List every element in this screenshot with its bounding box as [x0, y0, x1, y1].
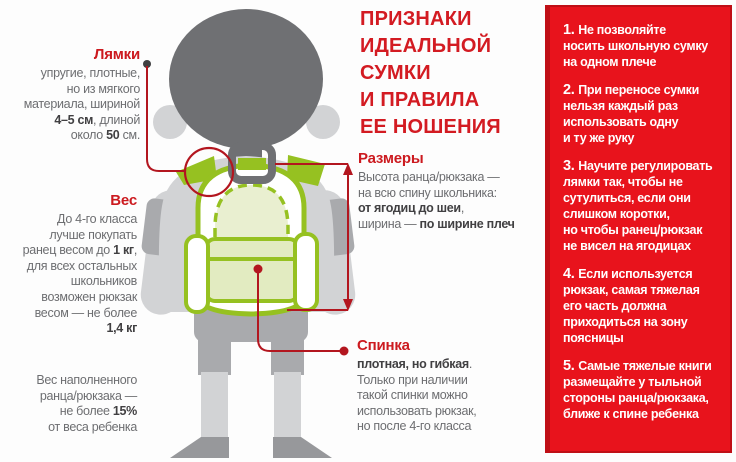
rule-line: на одном плече [563, 55, 657, 69]
text-line: 4–5 см, длиной [54, 112, 140, 127]
rule-line: сутулиться, если они [563, 191, 691, 205]
straps-heading: Лямки [93, 46, 140, 63]
text-line: около 50 см. [70, 128, 140, 143]
page-title [360, 6, 545, 141]
text-line: от ягодиц до шеи, [358, 201, 464, 216]
figure-shoe-right [273, 437, 332, 458]
text-line: материала, шириной [23, 97, 140, 112]
rule-number: 2. [563, 82, 579, 98]
rule-line: 1. Не позволяйте [563, 22, 666, 38]
rule-line: не висел на ягодицах [563, 239, 691, 253]
rule-line: использовать одну [563, 115, 679, 129]
weight-extra-text [10, 373, 137, 435]
back-text [357, 357, 542, 435]
figure-head [169, 9, 323, 149]
text-line: ширина — по ширине плеч [358, 216, 515, 231]
text-line: такой спинки можно [357, 388, 468, 403]
rule-line: стороны ранца/рюкзака, [563, 391, 709, 405]
rule-line: слишком коротки, [563, 207, 670, 221]
text-line: ПРИЗНАКИ [360, 8, 472, 30]
text-line: ЕЕ НОШЕНИЯ [360, 116, 501, 138]
figure-calf-right [274, 372, 301, 438]
rule-item [563, 158, 722, 254]
rule-line: но чтобы ранец/рюкзак [563, 223, 703, 237]
back-label [357, 337, 542, 435]
backpack-pocket [206, 239, 298, 301]
text-line: упругие, плотные, [40, 66, 140, 80]
text-line: До 4-го класса [57, 212, 137, 226]
text-line: ранца/рюкзака — [39, 388, 137, 403]
rule-line: ближе к спине ребенка [563, 407, 699, 421]
text-line: возможен рюкзак [41, 289, 137, 304]
rule-line: 2. При переносе сумки [563, 82, 700, 98]
text-line: Высота ранца/рюкзака — [358, 170, 500, 184]
figure-thigh-left [198, 330, 231, 375]
text-line: плотная, но гибкая. [357, 357, 473, 371]
rule-line: размещайте у тыльной [563, 375, 702, 389]
text-line: использовать рюкзак, [357, 403, 477, 418]
text-line: ИДЕАЛЬНОЙ [360, 35, 492, 57]
rule-item [563, 82, 722, 146]
rule-item [563, 266, 722, 346]
weight-text [10, 212, 137, 337]
text-line: Вес наполненного [36, 373, 137, 387]
text-line: Только при наличии [357, 372, 468, 387]
rule-line: лямки так, чтобы не [563, 175, 683, 189]
text-line: весом — не более [34, 305, 137, 320]
text-line: лучше покупать [49, 227, 137, 242]
rule-line: 5. Самые тяжелые книги [563, 358, 712, 374]
rule-number: 3. [563, 158, 579, 174]
text-line: СУМКИ [360, 62, 431, 84]
rule-line: и ту же руку [563, 131, 635, 145]
text-line: но после 4-го класса [357, 419, 472, 434]
rule-line: рюкзак, самая тяжелая [563, 283, 700, 297]
rule-line: нельзя каждый раз [563, 99, 678, 113]
text-line: ранец весом до 1 кг, [22, 243, 137, 258]
figure-calf-left [201, 372, 228, 438]
text-line: на всю спину школьника: [358, 185, 497, 200]
rule-number: 5. [563, 358, 579, 374]
rule-line: его часть должна [563, 299, 667, 313]
back-label-dot [340, 347, 349, 356]
size-label [358, 150, 543, 232]
text-line: от веса ребенка [48, 419, 137, 434]
rule-line: поясницы [563, 331, 624, 345]
weight-label [10, 192, 137, 337]
rule-item [563, 358, 722, 422]
text-line: для всех остальных [26, 258, 137, 273]
text-line: но из мягкого [66, 81, 140, 96]
text-line: 1,4 кг [106, 321, 137, 336]
back-heading: Спинка [357, 337, 410, 354]
backpack-side-strap-left [186, 236, 208, 312]
rules-panel [545, 5, 732, 453]
rule-line: носить школьную сумку [563, 39, 708, 53]
text-line: И ПРАВИЛА [360, 89, 480, 111]
backpack-top-strap [238, 158, 266, 170]
rule-item [563, 22, 722, 70]
figure-shoe-left [170, 437, 229, 458]
figure-thigh-right [271, 330, 304, 375]
weight-heading: Вес [110, 192, 137, 209]
text-line: не более 15% [59, 404, 137, 419]
rule-number: 4. [563, 266, 579, 282]
straps-text [14, 66, 140, 144]
rule-line: 3. Научите регулировать [563, 158, 713, 174]
rule-number: 1. [563, 22, 579, 38]
straps-label [14, 46, 140, 144]
weight-extra-label [10, 373, 137, 435]
rule-line: 4. Если используется [563, 266, 693, 282]
rule-line: приходиться на зону [563, 315, 688, 329]
size-heading: Размеры [358, 150, 424, 167]
backpack-side-strap-right [295, 234, 317, 310]
text-line: школьников [70, 274, 137, 289]
size-text [358, 170, 543, 232]
